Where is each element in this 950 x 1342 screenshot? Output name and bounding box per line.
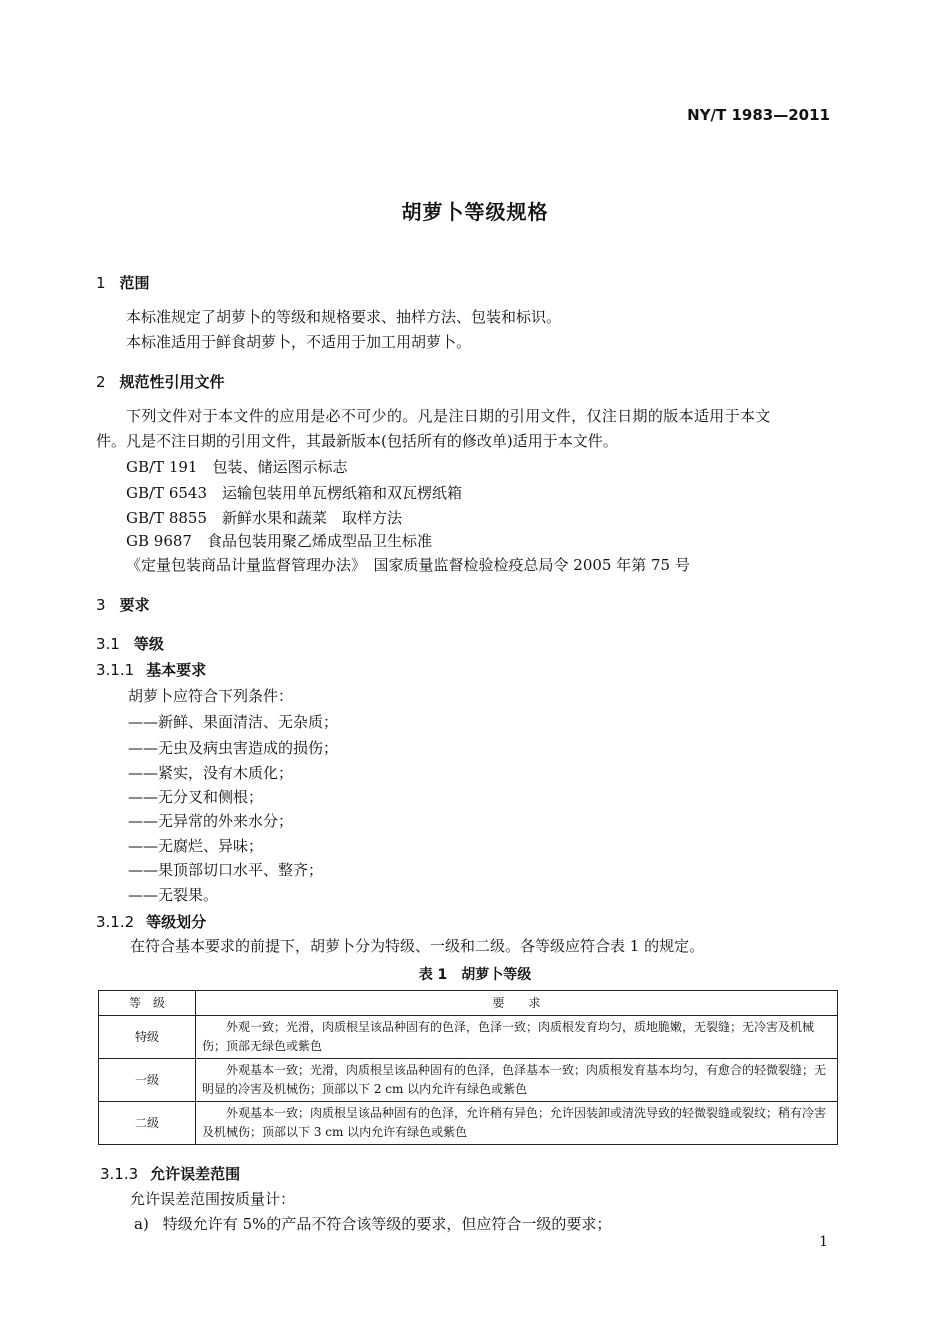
requirement-cell: 外观基本一致；肉质根呈该品种固有的色泽，允许稍有异色；允许因装卸或清洗导致的轻微裂缝或裂纹；稍有冷害及机械伤；顶部以下 3 cm 以内允许有绿色或紫色 (196, 1102, 838, 1145)
paragraph: 下列文件对于本文件的应用是必不可少的。凡是注日期的引用文件，仅注日期的版本适用于本文 (126, 407, 771, 425)
paragraph: 本标准适用于鲜食胡萝卜，不适用于加工用胡萝卜。 (126, 333, 472, 351)
list-item: ——无分叉和侧根； (128, 788, 264, 806)
reference-item: GB 9687 食品包装用聚乙烯成型品卫生标准 (126, 532, 432, 550)
grade-cell: 二级 (99, 1102, 196, 1145)
list-item: ——果顶部切口水平、整齐； (128, 861, 324, 879)
section-number: 1 (96, 274, 106, 292)
list-item: ——无异常的外来水分； (128, 812, 294, 830)
paragraph: 本标准规定了胡萝卜的等级和规格要求、抽样方法、包装和标识。 (126, 308, 562, 326)
reference-item: GB/T 6543 运输包装用单瓦楞纸箱和双瓦楞纸箱 (126, 484, 463, 502)
column-header: 要 求 (196, 991, 838, 1016)
table-caption: 表 1 胡萝卜等级 (418, 967, 532, 983)
list-item: ——无裂果。 (128, 886, 219, 904)
section-number: 3.1.2 (96, 913, 135, 931)
section-title: 基本要求 (146, 661, 207, 679)
column-header: 等 级 (99, 991, 196, 1016)
section-1-heading (96, 272, 150, 293)
subsection-3-1-heading (96, 633, 164, 654)
section-number: 3 (96, 596, 106, 614)
requirement-cell: 外观一致；光滑，肉质根呈该品种固有的色泽，色泽一致；肉质根发育均匀，质地脆嫩，无裂缝；无冷害及机械伤；顶部无绿色或紫色 (196, 1016, 838, 1059)
list-item: ——紧实，没有木质化； (128, 764, 294, 782)
section-title: 等级划分 (146, 913, 207, 931)
list-item: ——无虫及病虫害造成的损伤； (128, 739, 339, 757)
section-number: 3.1.1 (96, 661, 135, 679)
section-number: 3.1.3 (100, 1165, 139, 1183)
section-2-heading (96, 371, 225, 392)
table-row (99, 1059, 838, 1102)
table-row (99, 1016, 838, 1059)
list-label: a) (134, 1215, 149, 1233)
reference-item: GB/T 8855 新鲜水果和蔬菜 取样方法 (126, 509, 403, 527)
standard-number: NY/T 1983—2011 (687, 106, 830, 124)
section-title: 范围 (119, 274, 150, 292)
paragraph: 允许误差范围按质量计： (130, 1190, 296, 1208)
section-3-heading (96, 594, 150, 615)
section-title: 允许误差范围 (150, 1165, 241, 1183)
list-text: 特级允许有 5%的产品不符合该等级的要求，但应符合一级的要求； (162, 1215, 612, 1233)
paragraph: 在符合基本要求的前提下，胡萝卜分为特级、一级和二级。各等级应符合表 1 的规定。 (130, 937, 705, 955)
requirement-cell: 外观基本一致；光滑，肉质根呈该品种固有的色泽，色泽基本一致；肉质根发育基本均匀，有愈合的轻微裂缝；无明显的冷害及机械伤；顶部以下 2 cm 以内允许有绿色或紫色 (196, 1059, 838, 1102)
subsection-3-1-2-heading (96, 911, 206, 932)
table-header-row (99, 991, 838, 1016)
paragraph: 件。凡是不注日期的引用文件，其最新版本(包括所有的修改单)适用于本文件。 (96, 432, 618, 450)
table-row (99, 1102, 838, 1145)
grade-cell: 一级 (99, 1059, 196, 1102)
subsection-3-1-3-heading (100, 1163, 240, 1184)
list-item: ——无腐烂、异味； (128, 837, 264, 855)
section-title: 规范性引用文件 (119, 373, 225, 391)
subsection-3-1-1-heading (96, 659, 206, 680)
grade-table (98, 990, 838, 1145)
section-title: 要求 (119, 596, 150, 614)
list-item (134, 1213, 611, 1234)
section-number: 2 (96, 373, 106, 391)
reference-item: GB/T 191 包装、储运图示标志 (126, 458, 348, 476)
document-title: 胡萝卜等级规格 (401, 200, 549, 224)
grade-cell: 特级 (99, 1016, 196, 1059)
list-item: ——新鲜、果面清洁、无杂质； (128, 713, 339, 731)
page-number: 1 (819, 1234, 828, 1250)
paragraph: 胡萝卜应符合下列条件： (128, 687, 294, 705)
section-title: 等级 (133, 635, 164, 653)
reference-item: 《定量包装商品计量监督管理办法》 国家质量监督检验检疫总局令 2005 年第 75 号 (126, 556, 690, 574)
section-number: 3.1 (96, 635, 120, 653)
